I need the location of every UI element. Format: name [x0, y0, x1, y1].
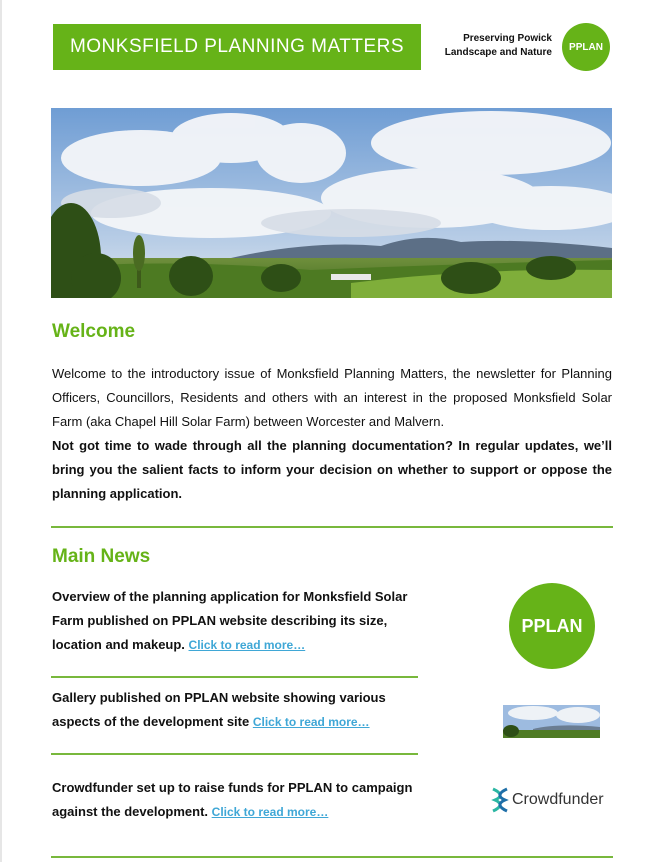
news-item-overview	[52, 585, 416, 657]
item-divider	[51, 753, 418, 755]
main-news-heading: Main News	[52, 546, 151, 567]
tagline-line-2: Landscape and Nature	[444, 47, 552, 58]
tagline	[382, 32, 552, 60]
news-item-text: Crowdfunder set up to raise funds for PPLAN to campaign against the development.	[52, 780, 413, 819]
news-item-crowdfunder	[52, 776, 416, 824]
pplan-logo-large: PPLAN	[509, 583, 595, 669]
welcome-paragraph: Welcome to the introductory issue of Monksfield Planning Matters, the newsletter for Planning Officers, Councillors, Residents and others with an interest in the proposed Monksfield Solar Farm (aka Chapel Hill Solar Farm) between Worcester and Malvern.	[52, 366, 612, 429]
crowdfunder-wordmark: Crowdfunder	[512, 791, 604, 808]
welcome-callout: Not got time to wade through all the planning documentation? In regular updates, we’ll bring you the salient facts to inform your decision on whether to support or oppose the planning application.	[52, 438, 612, 501]
gallery-thumbnail	[503, 705, 600, 738]
section-divider	[51, 856, 613, 858]
pplan-logo-small: PPLAN	[562, 23, 610, 71]
read-more-link[interactable]: Click to read more…	[188, 638, 306, 652]
news-item-gallery	[52, 686, 416, 734]
read-more-link[interactable]: Click to read more…	[252, 715, 370, 729]
page-edge	[0, 0, 2, 862]
welcome-heading: Welcome	[52, 321, 136, 342]
read-more-link[interactable]: Click to read more…	[211, 805, 329, 819]
news-item-text: Overview of the planning application for Monksfield Solar Farm published on PPLAN website describing its size, location and makeup.	[52, 589, 408, 652]
crowdfunder-logo	[490, 786, 604, 814]
item-divider	[51, 676, 418, 678]
hero-landscape-image	[51, 108, 612, 298]
section-divider	[51, 526, 613, 528]
newsletter-title: MONKSFIELD PLANNING MATTERS	[53, 24, 421, 70]
tagline-line-1: Preserving Powick	[463, 33, 552, 44]
news-item-text: Gallery published on PPLAN website showing various aspects of the development site	[52, 690, 386, 729]
crowdfunder-icon	[490, 787, 510, 813]
